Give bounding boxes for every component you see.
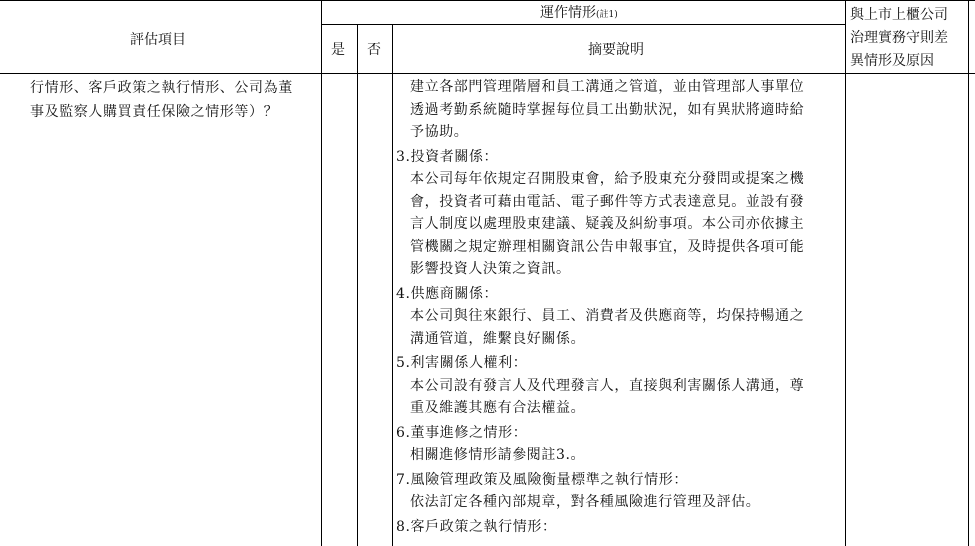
header-bottom-border (0, 73, 975, 74)
operation-header-note: (註1) (596, 10, 618, 20)
summary-line: 依法訂定各種內部規章，對各種風險進行管理及評估。 (410, 494, 761, 510)
operation-header (540, 3, 618, 26)
summary-heading: 3.投資者關係： (396, 148, 499, 165)
table-border-right (968, 0, 969, 546)
summary-line: 本公司與往來銀行、員工、消費者及供應商等，均保持暢通之 (410, 308, 805, 324)
no-header: 否 (367, 42, 381, 58)
item-header (130, 30, 186, 51)
summary-heading: 5.利害關係人權利： (396, 355, 528, 371)
summary-line: 本公司每年依規定召開股東會，給予股東充分發問或提案之機 (410, 171, 805, 187)
deviation-header (850, 4, 948, 73)
item-header-label: 評估項目 (130, 32, 186, 48)
summary-header: 摘要說明 (588, 42, 644, 58)
col-divider-item (321, 0, 322, 546)
item-text-line: 事及監察人購買責任保險之情形等）？ (30, 104, 279, 120)
summary-line: 建立各部門管理階層和員工溝通之管道，並由管理部人事單位 (410, 79, 805, 95)
summary-line: 重及維護其應有合法權益。 (410, 400, 586, 416)
item-text-line: 行情形、客戶政策之執行情形、公司為董 (30, 80, 293, 96)
summary-line: 影響投資人決策之資訊。 (410, 261, 571, 277)
summary-line: 予協助。 (410, 124, 469, 140)
yes-header: 是 (331, 42, 345, 58)
summary-line: 溝通管道，維繫良好關係。 (410, 330, 586, 347)
summary-line: 透過考勤系統隨時掌握每位員工出勤狀況，如有異狀將適時給 (410, 101, 805, 118)
summary-line: 相關進修情形請參閱註3.。 (410, 447, 586, 463)
summary-line: 言人制度以處理股東建議、疑義及糾紛事項。本公司亦依據主 (410, 216, 805, 232)
col-divider-no (392, 24, 393, 546)
summary-heading: 7.風險管理政策及風險衡量標準之執行情形： (396, 471, 688, 488)
table-border-top (0, 0, 975, 1)
col-divider-summary (845, 0, 846, 546)
col-divider-yes (357, 24, 358, 546)
summary-heading: 8.客戶政策之執行情形： (396, 518, 557, 535)
summary-heading: 6.董事進修之情形： (396, 424, 528, 441)
item-text (30, 76, 293, 124)
operation-header-label: 運作情形 (540, 5, 596, 21)
summary-line: 會，投資者可藉由電話、電子郵件等方式表達意見。並設有發 (410, 193, 805, 210)
deviation-header-line: 與上市上櫃公司 (850, 7, 948, 23)
summary-content (396, 76, 842, 538)
summary-line: 本公司設有發言人及代理發言人，直接與利害關係人溝通，尊 (410, 377, 805, 394)
summary-heading: 4.供應商關係： (396, 285, 499, 302)
summary-line: 管機關之規定辦理相關資訊公告申報事宜，及時提供各項可能 (410, 238, 805, 255)
deviation-header-line: 治理實務守則差 (850, 30, 948, 46)
deviation-header-line: 異情形及原因 (850, 53, 934, 69)
